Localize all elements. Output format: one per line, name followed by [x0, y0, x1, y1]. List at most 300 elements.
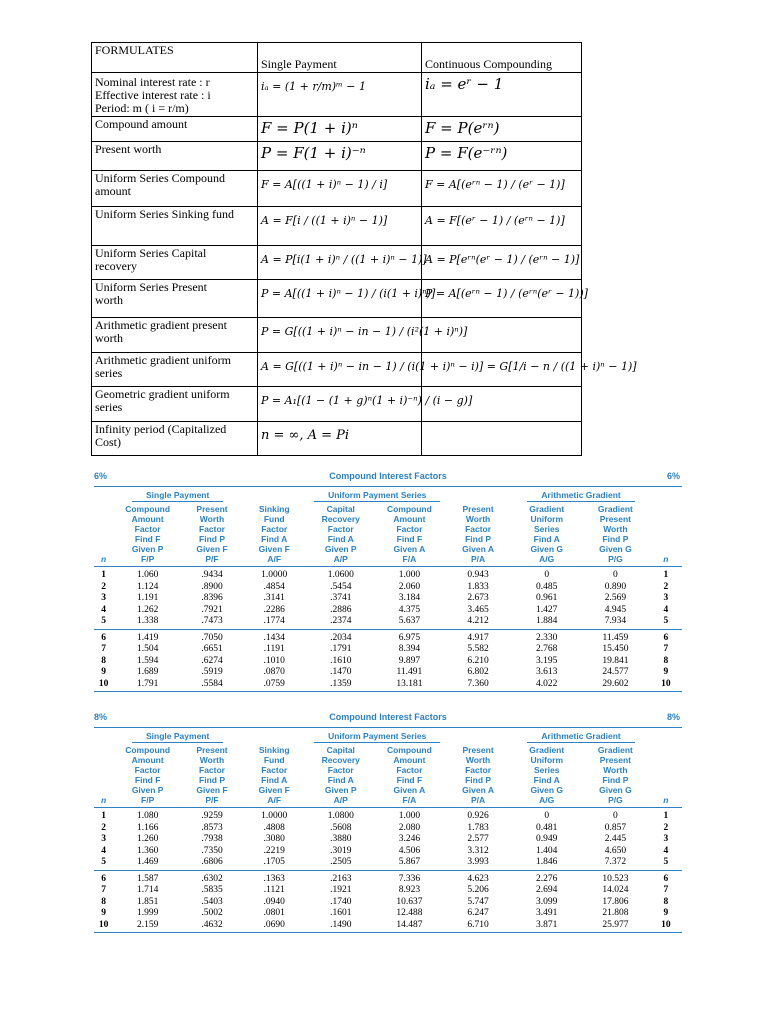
column-description: Sinking — [258, 745, 290, 755]
formula-row — [92, 117, 582, 142]
column-description: Factor — [134, 524, 161, 534]
factor-value: .8900 — [201, 581, 223, 592]
table-row — [94, 846, 682, 858]
factor-value: 2.577 — [467, 834, 489, 844]
factor-value: 0.926 — [467, 811, 489, 821]
formula-label-cell — [92, 117, 258, 142]
group-header-row — [94, 487, 682, 504]
factor-value: 1.166 — [136, 822, 159, 833]
formula-continuous-cell — [422, 422, 582, 456]
formula-single-expression: F = A[((1 + i)ⁿ − 1) / i] — [261, 178, 388, 191]
column-description: Find A — [261, 534, 288, 544]
factor-value: .7921 — [201, 604, 223, 615]
factor-value: 1.833 — [467, 581, 489, 592]
row-n: 7 — [663, 644, 669, 654]
column-description: Worth — [603, 765, 628, 775]
formula-label-line: Effective interest rate : i — [95, 88, 211, 102]
factor-value: .3080 — [263, 834, 285, 844]
factor-value: .2374 — [306, 616, 375, 629]
column-description: Find A — [533, 534, 560, 544]
n-header: n — [94, 795, 113, 808]
factor-value: 2.330 — [536, 632, 558, 643]
column-description: Gradient — [529, 745, 565, 755]
row-n: 10 — [650, 920, 682, 933]
row-n: 8 — [663, 896, 669, 907]
row-n: 4 — [101, 604, 107, 615]
column-description-row — [94, 765, 682, 775]
factor-value: 5.206 — [467, 885, 489, 895]
formula-continuous-cell — [422, 142, 582, 171]
formula-label-cell — [92, 246, 258, 280]
factor-value: 6.247 — [467, 908, 489, 918]
factor-table-title-bar — [94, 470, 682, 487]
formula-row — [92, 422, 582, 456]
column-symbol-row — [94, 795, 682, 808]
column-symbol: A/F — [242, 554, 306, 567]
column-description: Given P — [324, 544, 357, 554]
column-description: Series — [533, 765, 560, 775]
formula-label-cell — [92, 73, 258, 117]
n-header: n — [650, 795, 682, 808]
formula-single-cell — [258, 117, 422, 142]
formula-single-expression: P = A₁[(1 − (1 + g)ⁿ(1 + i)⁻ⁿ) / (i − g)] — [261, 394, 473, 407]
n-header — [94, 775, 113, 785]
formula-continuous-cell — [422, 280, 588, 318]
formula-continuous-expression: P = A[(eʳⁿ − 1) / (eʳⁿ(eʳ − 1))] — [425, 287, 588, 300]
formula-single-expression: P = F(1 + i)⁻ⁿ — [261, 144, 366, 162]
row-n: 1 — [663, 811, 669, 821]
factor-value: 14.487 — [375, 920, 444, 933]
factor-value: .3741 — [330, 593, 352, 603]
column-description-row — [94, 534, 682, 544]
factor-value: .5002 — [201, 908, 223, 918]
row-n: 3 — [663, 834, 669, 844]
column-description: Gradient — [529, 504, 565, 514]
factor-value: .1740 — [330, 896, 352, 907]
factor-value: 5.867 — [375, 857, 444, 870]
factor-value: .2505 — [306, 857, 375, 870]
formula-continuous-cell — [422, 207, 582, 246]
factor-value: 1.080 — [136, 811, 159, 821]
column-description: Find P — [602, 775, 629, 785]
n-header — [94, 534, 113, 544]
n-header — [94, 755, 113, 765]
factor-value: 14.024 — [602, 885, 629, 895]
factor-value: 7.360 — [444, 679, 513, 692]
formula-continuous-cell — [422, 171, 582, 207]
factor-value: 4.917 — [467, 632, 489, 643]
factor-value: .4808 — [263, 822, 285, 833]
row-n: 7 — [101, 885, 107, 895]
formula-label-line: Arithmetic gradient present — [95, 318, 227, 332]
factor-value: 2.445 — [604, 834, 627, 844]
factor-value: 3.246 — [398, 834, 421, 844]
column-description: Factor — [199, 524, 225, 534]
column-description: Factor — [261, 765, 288, 775]
factor-value: 4.623 — [467, 873, 489, 884]
factor-value: 4.022 — [512, 679, 581, 692]
factor-value: 1.791 — [113, 679, 182, 692]
factor-value: 3.871 — [512, 920, 581, 933]
table-row — [94, 567, 682, 582]
factor-value: 6.975 — [398, 632, 421, 643]
rate-label-right: 8% — [666, 712, 680, 722]
formula-single-cell — [258, 171, 422, 207]
group-header-label: Arithmetic Gradient — [527, 490, 634, 502]
factor-value: 24.577 — [602, 667, 629, 677]
table-row — [94, 823, 682, 835]
column-description: Given A — [393, 544, 426, 554]
table-row — [94, 920, 682, 933]
factor-value: 1.999 — [136, 908, 159, 918]
factor-value: .1359 — [306, 679, 375, 692]
formula-label-line: Period: m ( i = r/m) — [95, 101, 189, 115]
factor-value: .2034 — [330, 632, 352, 643]
factor-value: .7473 — [182, 616, 242, 629]
rate-label-left: 8% — [94, 712, 108, 722]
column-symbol: P/F — [182, 795, 242, 808]
column-description: Factor — [327, 524, 354, 534]
n-header — [650, 745, 682, 755]
factor-value: 6.210 — [467, 655, 489, 666]
factor-value: 2.060 — [398, 581, 421, 592]
factor-value: 5.582 — [467, 644, 489, 654]
formula-label-cell — [92, 318, 258, 353]
formula-row — [92, 353, 582, 387]
row-n: 1 — [101, 570, 107, 580]
factor-table-title: Compound Interest Factors — [329, 712, 447, 722]
formula-single-expression: P = A[((1 + i)ⁿ − 1) / (i(1 + i)ⁿ)] — [261, 287, 436, 300]
n-header — [94, 785, 113, 795]
formula-single-cell — [258, 142, 422, 171]
formula-table-body — [92, 43, 637, 456]
group-spacer — [650, 728, 682, 745]
column-description: Given F — [258, 785, 290, 795]
factor-value: 1.060 — [136, 570, 159, 580]
column-description: Gradient — [597, 745, 633, 755]
factor-value: 10.523 — [602, 873, 629, 884]
factor-value: 1.587 — [136, 873, 159, 884]
factor-value: .0801 — [263, 908, 285, 918]
column-description: Given A — [462, 544, 494, 554]
column-description: Factor — [327, 765, 354, 775]
factor-value: 13.181 — [375, 679, 444, 692]
column-description: Compound — [125, 745, 171, 755]
factor-value: 3.312 — [467, 845, 489, 856]
n-header: n — [94, 554, 113, 567]
column-description: Find P — [465, 775, 492, 785]
formula-single-cell — [258, 422, 422, 456]
column-description: Given A — [462, 785, 494, 795]
formula-label-line: Uniform Series Compound — [95, 171, 225, 185]
column-symbol: A/P — [306, 554, 375, 567]
rate-label-left: 6% — [94, 471, 108, 481]
column-description: Present — [462, 745, 494, 755]
factor-value: .3141 — [263, 593, 285, 603]
factor-value: 9.897 — [398, 655, 421, 666]
table-row — [94, 616, 682, 629]
column-description: Given F — [196, 544, 228, 554]
formula-single-expression: n = ∞, A = Pi — [261, 428, 350, 443]
row-n: 1 — [663, 570, 669, 580]
column-symbol: F/A — [375, 795, 444, 808]
factor-value: .1601 — [330, 908, 352, 918]
factor-value: 0 — [544, 811, 550, 821]
table-row — [94, 908, 682, 920]
table-row — [94, 857, 682, 870]
formula-label-line: series — [95, 400, 123, 414]
formula-single-expression: A = P[i(1 + i)ⁿ / ((1 + i)ⁿ − 1)] — [261, 253, 427, 266]
rate-label-right: 6% — [666, 471, 680, 481]
formula-single-cell — [258, 207, 422, 246]
factor-value: 6.710 — [444, 920, 513, 933]
column-description: Factor — [396, 765, 423, 775]
factor-value: .1191 — [263, 644, 285, 654]
formula-label-line: series — [95, 366, 123, 380]
formula-single-cell — [258, 353, 637, 387]
group-header — [512, 728, 649, 745]
formula-single-cell — [258, 73, 422, 117]
n-header — [650, 785, 682, 795]
table-row — [94, 582, 682, 594]
factor-value: 0 — [613, 570, 618, 580]
column-description: Find P — [465, 534, 492, 544]
factor-value: .2219 — [263, 845, 285, 856]
row-n: 5 — [94, 857, 113, 870]
formula-row — [92, 171, 582, 207]
table-row — [94, 834, 682, 846]
row-n: 3 — [101, 593, 107, 603]
column-description: Worth — [199, 755, 225, 765]
factor-value: 29.602 — [581, 679, 650, 692]
table-row — [94, 897, 682, 909]
n-header — [650, 755, 682, 765]
column-description: Given A — [393, 785, 426, 795]
column-symbol: F/A — [375, 554, 444, 567]
column-description: Factor — [396, 524, 423, 534]
n-header — [650, 534, 682, 544]
formula-continuous-cell — [422, 73, 582, 117]
formula-row — [92, 142, 582, 171]
n-header — [94, 514, 113, 524]
table-row — [94, 885, 682, 897]
row-n: 3 — [663, 593, 669, 603]
formula-label-line: amount — [95, 184, 131, 198]
formula-label-line: Nominal interest rate : r — [95, 75, 210, 89]
row-n: 6 — [663, 873, 669, 884]
formula-header-row — [92, 43, 582, 73]
column-description: Present — [196, 745, 228, 755]
table-row — [94, 656, 682, 668]
factor-value: .2886 — [330, 604, 352, 615]
column-description: Factor — [134, 765, 161, 775]
row-n: 6 — [101, 873, 107, 884]
table-row — [94, 605, 682, 617]
column-description: Worth — [199, 514, 225, 524]
formula-continuous-cell — [422, 117, 582, 142]
factor-value: .5584 — [182, 679, 242, 692]
group-header-label: Single Payment — [132, 490, 223, 502]
column-symbol: P/G — [581, 554, 650, 567]
column-description: Given P — [324, 785, 357, 795]
factor-value: 1.504 — [136, 644, 159, 654]
formula-label-line: Geometric gradient uniform — [95, 387, 230, 401]
column-description: Find P — [602, 534, 629, 544]
factor-value: 8.394 — [398, 644, 421, 654]
row-n: 3 — [101, 834, 107, 844]
formula-header-single: Single Payment — [258, 43, 422, 73]
factor-value: .1705 — [242, 857, 306, 870]
group-spacer — [650, 487, 682, 504]
n-header — [650, 765, 682, 775]
n-header: n — [650, 554, 682, 567]
table-row — [94, 679, 682, 692]
column-description: Find A — [327, 534, 354, 544]
factor-value: .5919 — [201, 667, 223, 677]
formula-single-cell — [258, 280, 436, 318]
factor-value: .3019 — [330, 845, 352, 856]
column-description: Series — [533, 524, 560, 534]
factor-value: 10.637 — [396, 896, 423, 907]
factor-value: 15.450 — [602, 644, 629, 654]
column-description: Find F — [396, 534, 423, 544]
n-header — [94, 504, 113, 514]
formula-table — [91, 42, 637, 456]
row-n: 5 — [650, 857, 682, 870]
column-description: Amount — [393, 755, 426, 765]
column-symbol: P/A — [444, 554, 513, 567]
formula-continuous-expression: F = A[(eʳⁿ − 1) / (eʳ − 1)] — [425, 178, 565, 191]
factor-value: 1.0600 — [327, 570, 354, 580]
table-row — [94, 808, 682, 823]
formula-label-cell — [92, 387, 258, 422]
factor-value: 1.124 — [136, 581, 159, 592]
group-header — [512, 487, 649, 504]
formula-label-line: recovery — [95, 259, 137, 273]
column-description: Find A — [533, 775, 560, 785]
factor-value: 7.934 — [581, 616, 650, 629]
factor-value: 1.404 — [536, 845, 558, 856]
factor-value: .0940 — [263, 896, 285, 907]
row-n: 8 — [101, 655, 107, 666]
row-n: 6 — [663, 632, 669, 643]
factor-value: 3.195 — [536, 655, 558, 666]
formula-single-expression: A = G[((1 + i)ⁿ − in − 1) / (i(1 + i)ⁿ − i)] = G[1/i − n / ((1 + i)ⁿ − 1)] — [261, 360, 637, 373]
group-header-label: Uniform Payment Series — [314, 731, 440, 743]
factor-value: 1.0000 — [261, 570, 288, 580]
factor-value: 2.276 — [536, 873, 558, 884]
formula-continuous-cell — [422, 246, 582, 280]
formula-continuous-expression — [425, 423, 578, 429]
factor-value: 21.808 — [602, 908, 629, 918]
factor-value: .7050 — [201, 632, 223, 643]
group-header-label: Uniform Payment Series — [314, 490, 440, 502]
factor-value: 0.481 — [536, 822, 558, 833]
column-description: Find P — [199, 775, 225, 785]
formula-label-line: Uniform Series Present — [95, 280, 207, 294]
factor-value: .1434 — [263, 632, 285, 643]
group-header-label: Arithmetic Gradient — [527, 731, 634, 743]
formula-row — [92, 318, 582, 353]
row-n: 7 — [101, 644, 107, 654]
column-description: Present — [599, 514, 631, 524]
formula-single-expression: P = G[((1 + i)ⁿ − in − 1) / (i²(1 + i)ⁿ)] — [261, 325, 468, 338]
factor-value: 3.993 — [444, 857, 513, 870]
factor-value: 4.506 — [398, 845, 421, 856]
factor-value: 2.694 — [536, 885, 558, 895]
factor-value: 1.260 — [136, 834, 159, 844]
factor-value: 3.184 — [398, 593, 421, 603]
column-description: Capital — [326, 745, 355, 755]
formula-label-line: Present worth — [95, 142, 162, 156]
factor-value: 2.159 — [113, 920, 182, 933]
column-description: Find A — [261, 775, 288, 785]
row-n: 2 — [663, 822, 669, 833]
factor-value: 1.0800 — [327, 811, 354, 821]
factor-table-6-percent — [94, 470, 682, 692]
factor-value: .7350 — [201, 845, 223, 856]
column-description: Present — [196, 504, 228, 514]
factor-value: .1010 — [263, 655, 285, 666]
factor-value: .6806 — [182, 857, 242, 870]
factor-value: 1.191 — [136, 593, 159, 603]
factor-value: 1.846 — [512, 857, 581, 870]
factor-value: .1121 — [263, 885, 285, 895]
formula-single-cell — [258, 318, 468, 353]
factor-value: .6274 — [201, 655, 223, 666]
column-description: Given G — [530, 785, 564, 795]
column-symbol: P/F — [182, 554, 242, 567]
factor-value: 1.469 — [113, 857, 182, 870]
column-description: Factor — [199, 765, 225, 775]
factor-value: 1.000 — [398, 570, 421, 580]
column-description: Capital — [326, 504, 355, 514]
formula-continuous-expression: A = P[eʳⁿ(eʳ − 1) / (eʳⁿ − 1)] — [425, 253, 580, 266]
factor-value: .5403 — [201, 896, 223, 907]
row-n: 4 — [663, 604, 669, 615]
factor-value: 0 — [613, 811, 618, 821]
factor-value: 4.650 — [604, 845, 627, 856]
row-n: 9 — [663, 908, 669, 918]
row-n: 2 — [101, 822, 107, 833]
factor-value: .1921 — [330, 885, 352, 895]
column-description-row — [94, 504, 682, 514]
factor-value: 1.360 — [136, 845, 159, 856]
factor-value: 2.080 — [398, 822, 421, 833]
column-symbol: F/P — [113, 554, 182, 567]
formula-label-line: worth — [95, 293, 123, 307]
formula-label-cell — [92, 353, 258, 387]
factor-value: 4.375 — [398, 604, 421, 615]
factor-value: 1.427 — [536, 604, 558, 615]
column-description: Sinking — [258, 504, 290, 514]
column-description: Given F — [196, 785, 228, 795]
n-header — [94, 544, 113, 554]
column-symbol: P/G — [581, 795, 650, 808]
factor-value: .0759 — [242, 679, 306, 692]
factor-table-title: Compound Interest Factors — [329, 471, 447, 481]
column-symbol: A/G — [512, 554, 581, 567]
group-header — [113, 487, 242, 504]
factor-value: .6651 — [201, 644, 223, 654]
factor-value: .1363 — [263, 873, 285, 884]
formula-single-expression: F = P(1 + i)ⁿ — [261, 119, 358, 137]
row-n: 9 — [101, 908, 107, 918]
row-n: 9 — [663, 667, 669, 677]
row-n: 10 — [94, 920, 113, 933]
formula-label-cell — [92, 422, 258, 456]
factor-value: .2286 — [263, 604, 285, 615]
